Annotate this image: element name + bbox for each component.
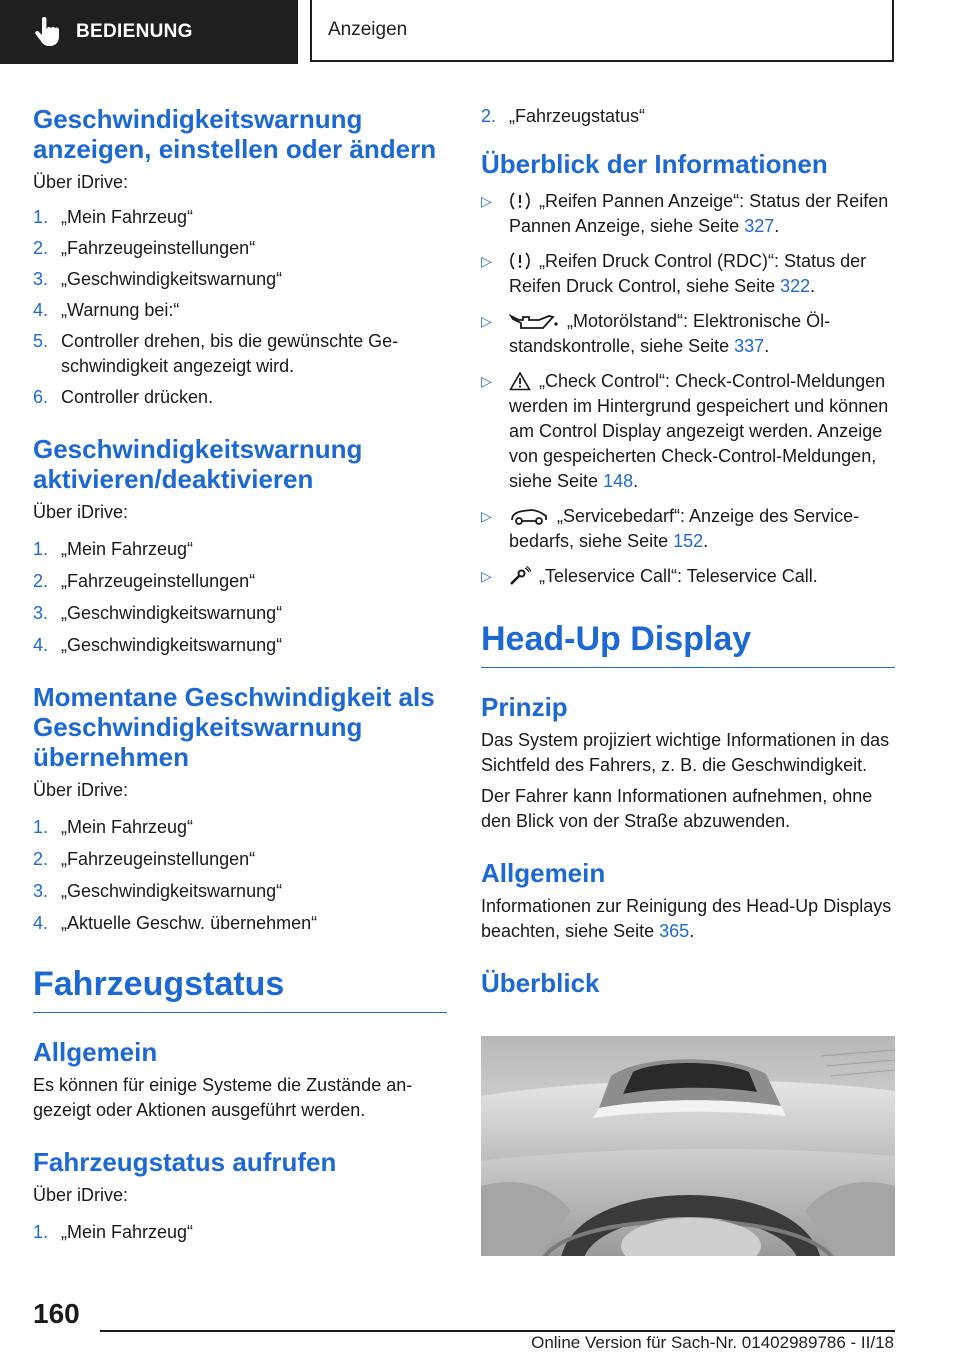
hud-illustration [481,1036,895,1256]
step-item: 1. „Mein Fahrzeug“ [33,817,194,837]
step-item: 3. „Geschwindigkeitswarnung“ [33,603,283,623]
page-ref[interactable]: 365 [659,921,690,941]
heading-open-vehicle-status: Fahrzeugstatus aufrufen [33,1147,337,1177]
step-item: 3. „Geschwindigkeitswarnung“ [33,881,283,901]
steps-list [481,104,895,129]
section-label: BEDIENUNG [76,21,193,42]
tire-pressure-icon [509,251,531,271]
step-item: 3. „Geschwindigkeitswarnung“ [33,269,283,289]
page-number: 160 [33,1298,80,1329]
step-item: 1. „Mein Fahrzeug“ [33,207,194,227]
step-item: 4. „Warnung bei:“ [33,300,180,320]
list-item: ▷ „Reifen Druck Control (RDC)“: Status der Reifen Druck Control, siehe Seite 322. [481,251,867,296]
steps-list [33,205,447,410]
step-item: 6. Controller drücken. [33,387,214,407]
principle-text-2: Der Fahrer kann Informationen aufnehmen, ohne den Blick von der Straße abzuwenden. [481,786,873,831]
chapter-tab [310,0,894,62]
step-item: 2. „Fahrzeugeinstellungen“ [33,238,256,258]
step-item: 1. „Mein Fahrzeug“ [33,1222,194,1242]
idrive-intro: Über iDrive: [33,780,129,800]
list-item: ▷ „Teleservice Call“: Teleservice Call. [481,566,818,586]
heading-general: Allgemein [33,1037,158,1067]
service-car-icon [509,506,549,526]
step-item: 4. „Geschwindigkeitswarnung“ [33,635,283,655]
page-ref[interactable]: 337 [734,336,765,356]
section-tab [0,0,298,64]
left-column [33,100,447,1245]
info-list [481,189,895,589]
steps-list [33,537,447,658]
list-item: ▷ „Check Control“: Check-Control-Meldungen werden im Hintergrund gespeichert und können am Control Display angezeigt werden. Anzeige von gespeicherten Check-Control-Meldungen, siehe Seite 148. [481,371,889,491]
chapter-title-vehicle-status: Fahrzeugstatus [33,964,447,1013]
list-item: ▷ „Reifen Pannen Anzeige“: Status der Reifen Pannen Anzeige, siehe Seite 327. [481,191,889,236]
idrive-intro: Über iDrive: [33,172,129,192]
idrive-intro: Über iDrive: [33,502,129,522]
heading-general: Allgemein [481,858,606,888]
general-text: Es können für einige Systeme die Zustände angezeigt oder Aktionen ausgeführt werden. [33,1075,413,1120]
step-item: 2. „Fahrzeugeinstellungen“ [33,571,256,591]
head-up-display-photo [481,1036,895,1256]
heading-speed-warning-toggle: Geschwindigkeitswarnung aktivieren/deaktivieren [33,434,363,494]
page-ref[interactable]: 327 [744,216,775,236]
heading-speed-warning-adopt: Momentane Geschwindigkeit als Geschwindigkeitswarnung übernehmen [33,682,435,772]
principle-text-1: Das System projiziert wichtige Informationen in das Sichtfeld des Fahrers, z. B. die Geschwindigkeit. [481,730,890,775]
list-item: ▷ „Servicebedarf“: Anzeige des Servicebedarfs, siehe Seite 152. [481,506,860,551]
step-item: 1. „Mein Fahrzeug“ [33,539,194,559]
step-item: 5. Controller drehen, bis die gewünschte Geschwindigkeit angezeigt wird. [33,331,399,376]
page-ref[interactable]: 148 [603,471,634,491]
page-ref[interactable]: 322 [780,276,811,296]
footer-divider [100,1330,895,1332]
tire-pressure-icon [509,191,531,211]
hand-pointer-icon [34,17,60,47]
step-item: 2. „Fahrzeugeinstellungen“ [33,849,256,869]
steps-list [33,1220,447,1245]
general-text: Informationen zur Reinigung des Head-Up Displays beachten, siehe Seite 365. [481,896,892,941]
step-item: 2. „Fahrzeugstatus“ [481,106,646,126]
right-column [481,100,895,1004]
idrive-intro: Über iDrive: [33,1185,129,1205]
teleservice-wrench-icon [509,566,531,586]
heading-speed-warning-show: Geschwindigkeitswarnung anzeigen, einstellen oder ändern [33,104,437,164]
chapter-title-head-up-display: Head-Up Display [481,619,895,668]
oil-can-icon [509,311,559,331]
chapter-label: Anzeigen [328,19,408,40]
heading-info-overview: Überblick der Informationen [481,149,828,179]
heading-principle: Prinzip [481,692,568,722]
warning-triangle-icon [509,371,531,391]
page-ref[interactable]: 152 [673,531,704,551]
steps-list [33,815,447,936]
step-item: 4. „Aktuelle Geschw. übernehmen“ [33,913,318,933]
footer-version: Online Version für Sach-Nr. 01402989786 - II/18 [531,1333,894,1352]
heading-overview: Überblick [481,968,600,998]
list-item: ▷ „Motorölstand“: Elektronische Ölstandskontrolle, siehe Seite 337. [481,311,831,356]
